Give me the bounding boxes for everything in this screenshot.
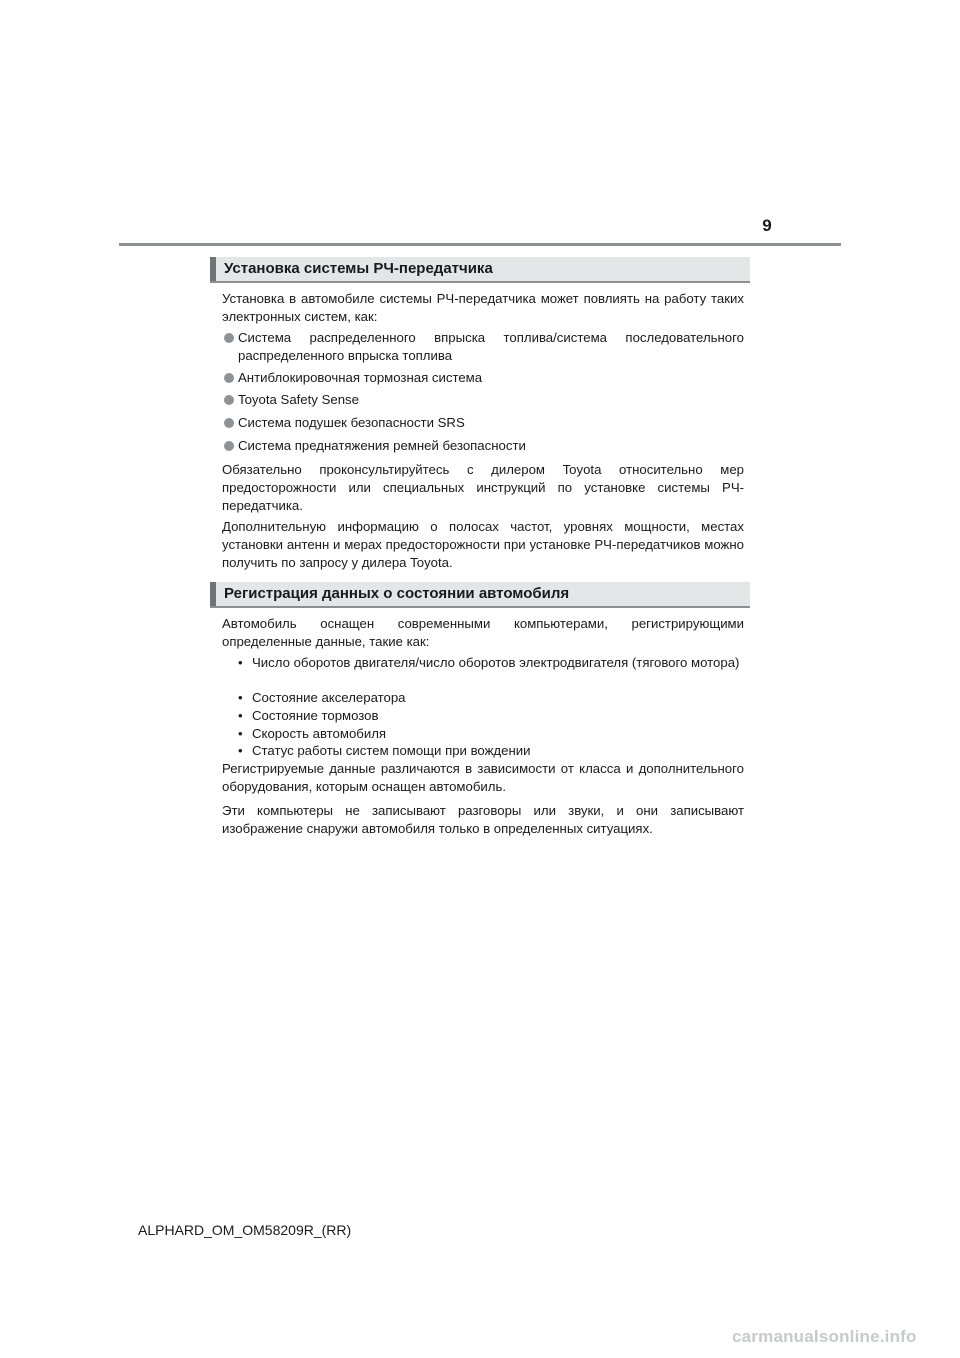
bullet-item bbox=[222, 329, 744, 365]
bullet-item bbox=[222, 437, 744, 455]
list-mark: • bbox=[238, 690, 243, 705]
list-mark: • bbox=[238, 655, 243, 670]
bullet-text: Система преднатяжения ремней безопасности bbox=[238, 438, 526, 453]
bullet-text: Система подушек безопасности SRS bbox=[238, 415, 465, 430]
list-item bbox=[238, 689, 744, 707]
bullet-dot-icon bbox=[224, 418, 234, 428]
section1-paragraph-info: Дополнительную информацию о полосах частот, уровнях мощности, местах установки антенн и мерах предосторожности при установке РЧ-передатчиков можно получить по запросу у дилера Toyota. bbox=[222, 519, 744, 570]
bullet-text: Антиблокировочная тормозная система bbox=[238, 370, 483, 385]
list-item-text: Скорость автомобиля bbox=[252, 726, 387, 741]
list-item-text: Число оборотов двигателя/число оборотов электродвигателя (тягового мотора) bbox=[252, 655, 740, 670]
list-item bbox=[238, 742, 744, 760]
heading-accent-bar bbox=[210, 582, 216, 606]
section1-paragraph-dealer: Обязательно проконсультируйтесь с дилером Toyota относительно мер предосторожности или специальных инструкций по установке системы РЧ-передатчика. bbox=[222, 462, 744, 513]
bullet-text: Система распределенного впрыска топлива/система последовательного распределенного впрыска топлива bbox=[238, 330, 744, 363]
bullet-dot-icon bbox=[224, 395, 234, 405]
list-item-text: Состояние тормозов bbox=[252, 708, 379, 723]
list-mark: • bbox=[238, 708, 243, 723]
top-rule bbox=[119, 243, 841, 246]
bullet-item bbox=[222, 391, 744, 409]
bullet-dot-icon bbox=[224, 333, 234, 343]
section-heading-rf-transmitter bbox=[210, 257, 750, 283]
footer-document-code: ALPHARD_OM_OM58209R_(RR) bbox=[138, 1222, 352, 1238]
bullet-item bbox=[222, 369, 744, 387]
section2-paragraph-recording: Эти компьютеры не записывают разговоры или звуки, и они записывают изображение снаружи автомобиля только в определенных ситуациях. bbox=[222, 803, 744, 836]
section-heading-data-recording bbox=[210, 582, 750, 608]
bullet-dot-icon bbox=[224, 441, 234, 451]
list-item bbox=[238, 707, 744, 725]
section1-intro: Установка в автомобиле системы РЧ-передатчика может повлиять на работу таких электронных систем, как: bbox=[222, 291, 744, 324]
page-number: 9 bbox=[762, 216, 772, 235]
list-mark: • bbox=[238, 726, 243, 741]
list-item bbox=[238, 654, 744, 672]
heading-accent-bar bbox=[210, 257, 216, 281]
list-item-text: Статус работы систем помощи при вождении bbox=[252, 743, 531, 758]
section-heading-label: Регистрация данных о состоянии автомобиля bbox=[224, 585, 570, 602]
list-mark: • bbox=[238, 743, 243, 758]
list-item bbox=[238, 725, 744, 743]
bullet-item bbox=[222, 414, 744, 432]
watermark-logo: carmanualsonline.info bbox=[732, 1327, 917, 1346]
bullet-dot-icon bbox=[224, 373, 234, 383]
section2-paragraph-variation: Регистрируемые данные различаются в зависимости от класса и дополнительного оборудования, которым оснащен автомобиль. bbox=[222, 761, 744, 794]
list-item-text: Состояние акселератора bbox=[252, 690, 406, 705]
section2-intro: Автомобиль оснащен современными компьютерами, регистрирующими определенные данные, такие как: bbox=[222, 616, 744, 649]
bullet-text: Toyota Safety Sense bbox=[238, 392, 359, 407]
section-heading-label: Установка системы РЧ-передатчика bbox=[224, 260, 493, 277]
